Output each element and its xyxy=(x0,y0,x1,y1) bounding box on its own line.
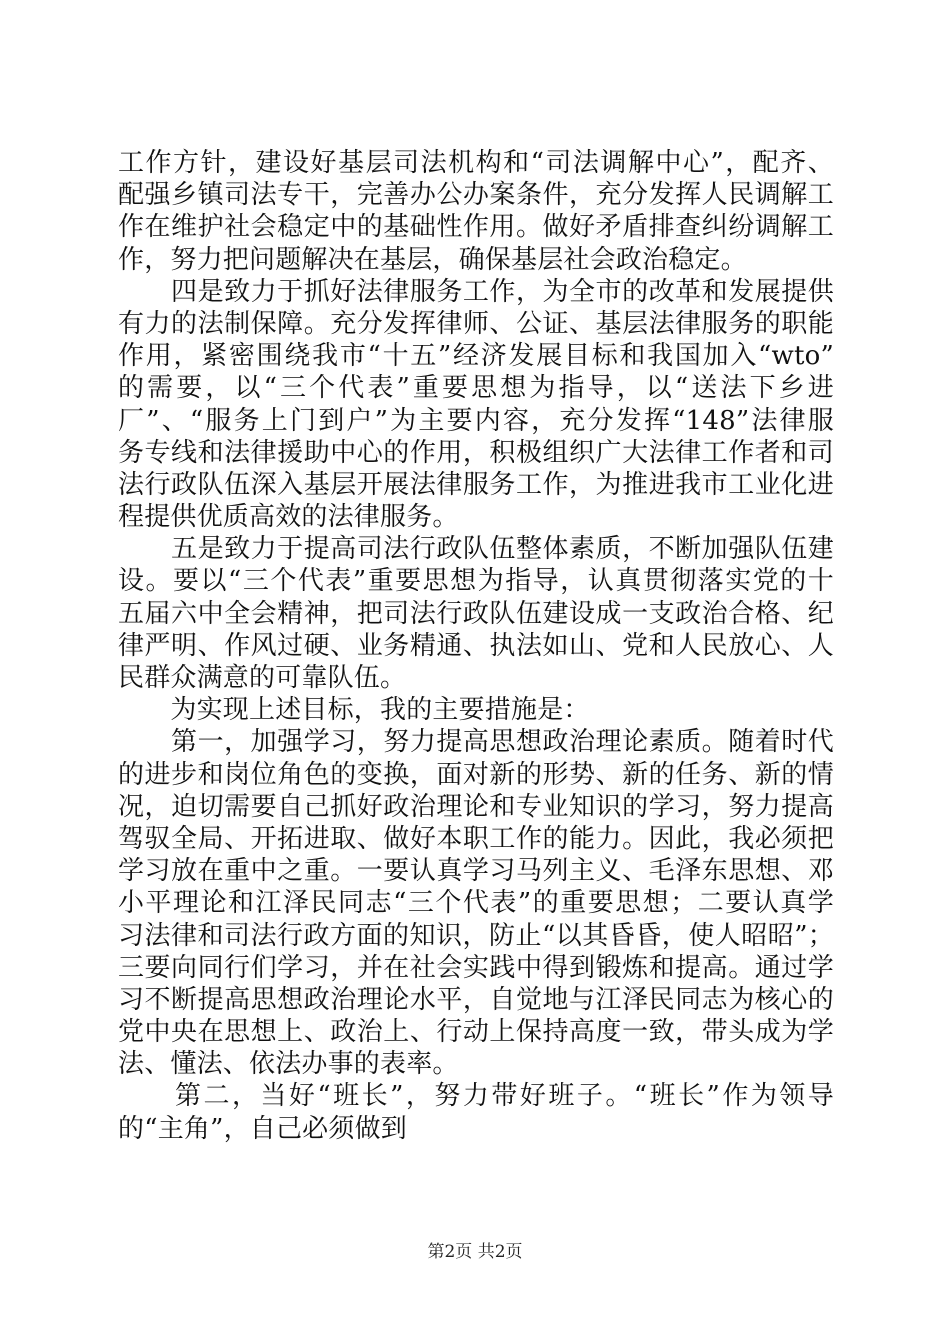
text-line: 习法律和司法行政方面的知识，防止“以其昏昏，使人昭昭”； xyxy=(118,920,834,951)
text-line: 驾驭全局、开拓进取、做好本职工作的能力。因此，我必须把 xyxy=(118,823,834,854)
text-line: 法行政队伍深入基层开展法律服务工作，为推进我市工业化进 xyxy=(118,469,834,500)
text-line: 务专线和法律援助中心的作用，积极组织广大法律工作者和司 xyxy=(118,437,834,468)
text-line: 律严明、作风过硬、业务精通、执法如山、党和人民放心、人 xyxy=(118,630,834,661)
page-footer: 第2页 共2页 xyxy=(427,1242,523,1262)
text-line: 为实现上述目标，我的主要措施是： xyxy=(118,695,590,726)
text-line: 五是致力于提高司法行政队伍整体素质，不断加强队伍建 xyxy=(118,534,834,565)
text-line: 党中央在思想上、政治上、行动上保持高度一致，带头成为学 xyxy=(118,1017,834,1048)
text-line: 设。要以“三个代表”重要思想为指导，认真贯彻落实党的十 xyxy=(118,566,834,597)
text-line: 法、懂法、依法办事的表率。 xyxy=(118,1049,459,1080)
text-line: 三要向同行们学习，并在社会实践中得到锻炼和提高。通过学 xyxy=(118,952,834,983)
text-line: 工作方针，建设好基层司法机构和“司法调解中心”，配齐、 xyxy=(118,148,834,178)
text-line: 五届六中全会精神，把司法行政队伍建设成一支政治合格、纪 xyxy=(118,598,834,629)
text-line: 作，努力把问题解决在基层，确保基层社会政治稳定。 xyxy=(118,244,747,275)
text-line: 作用，紧密围绕我市“十五”经济发展目标和我国加入“wto” xyxy=(118,341,834,372)
text-line: 的进步和岗位角色的变换，面对新的形势、新的任务、新的情 xyxy=(118,759,834,790)
text-line: 作在维护社会稳定中的基础性作用。做好矛盾排查纠纷调解工 xyxy=(118,212,834,243)
text-line: 民群众满意的可靠队伍。 xyxy=(118,663,407,693)
text-line: 小平理论和江泽民同志“三个代表”的重要思想；二要认真学 xyxy=(118,888,834,919)
text-line: 有力的法制保障。充分发挥律师、公证、基层法律服务的职能 xyxy=(118,308,834,339)
text-line: 配强乡镇司法专干，完善办公办案条件，充分发挥人民调解工 xyxy=(118,180,834,211)
text-line: 习不断提高思想政治理论水平，自觉地与江泽民同志为核心的 xyxy=(118,984,834,1015)
document-body xyxy=(118,147,834,1145)
text-line: 程提供优质高效的法律服务。 xyxy=(118,502,459,533)
text-line: 的“主角”，自己必须做到 xyxy=(118,1113,407,1144)
text-line: 第一，加强学习，努力提高思想政治理论素质。随着时代 xyxy=(118,727,834,758)
text-line: 学习放在重中之重。一要认真学习马列主义、毛泽东思想、邓 xyxy=(118,856,834,887)
text-line: 四是致力于抓好法律服务工作，为全市的改革和发展提供 xyxy=(118,276,834,307)
text-line: 况，迫切需要自己抓好政治理论和专业知识的学习，努力提高 xyxy=(118,791,834,822)
text-line: 第二，当好“班长”，努力带好班子。“班长”作为领导 xyxy=(118,1081,834,1112)
text-line: 厂”、“服务上门到户”为主要内容，充分发挥“148”法律服 xyxy=(118,405,834,436)
text-line: 的需要，以“三个代表”重要思想为指导，以“送法下乡进 xyxy=(118,373,834,404)
